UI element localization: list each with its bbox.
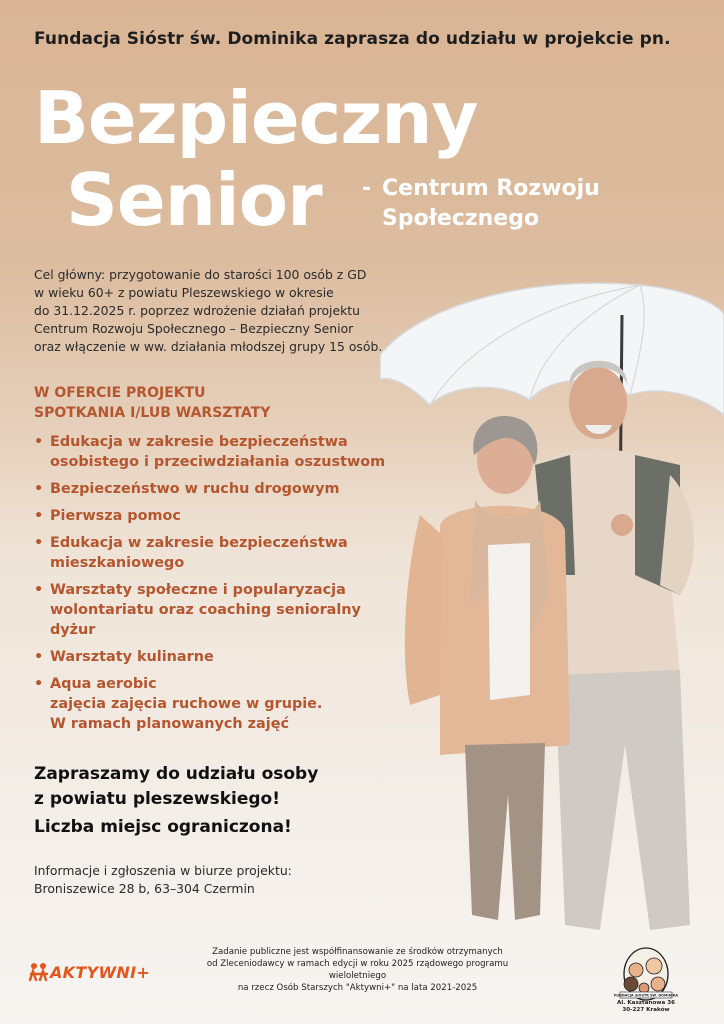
foundation-address <box>596 1000 696 1014</box>
goal-line: do 31.12.2025 r. poprzez wdrożenie działań projektu <box>34 303 360 318</box>
funding-line1: Zadanie publiczne jest współfinansowanie ze środków otrzymanych <box>212 947 503 957</box>
list-item <box>34 479 406 499</box>
aktywni-logo-text: AKTYWNI+ <box>50 962 151 982</box>
people-icon <box>28 962 50 982</box>
goal-line: Cel główny: przygotowanie do starości 100 osób z GD <box>34 267 367 282</box>
goal-line: w wieku 60+ z powiatu Pleszewskiego w okresie <box>34 285 334 300</box>
funding-line2: od Zleceniodawcy w ramach edycji w roku 2025 rządowego programu wieloletniego <box>206 959 509 981</box>
invite-text <box>34 762 414 812</box>
bullet-icon: • <box>34 676 44 692</box>
contact-address: Broniszewice 28 b, 63–304 Czermin <box>34 881 255 896</box>
list-item-text: Bezpieczeństwo w ruchu drogowym <box>50 481 340 497</box>
subtitle-line1: Centrum Rozwoju <box>382 176 600 201</box>
invite-line1: Zapraszamy do udziału osoby <box>34 764 319 784</box>
invite-line2: z powiatu pleszewskiego! <box>34 789 280 809</box>
offer-list <box>34 432 406 741</box>
goal-line: oraz włączenie w ww. działania młodszej grupy 15 osób. <box>34 339 383 354</box>
list-item <box>34 432 406 472</box>
contact-line1: Informacje i zgłoszenia w biurze projektu: <box>34 863 292 878</box>
bullet-icon: • <box>34 582 44 598</box>
foundation-address-line2: 30-227 Kraków <box>622 1007 670 1013</box>
list-item-text: Edukacja w zakresie bezpieczeństwa mieszkaniowego <box>50 535 348 571</box>
list-item-text: Edukacja w zakresie bezpieczeństwa osobistego i przeciwdziałania oszustwom <box>50 434 386 470</box>
funding-line3: na rzecz Osób Starszych "Aktywni+" na lata 2021-2025 <box>237 983 478 993</box>
offer-heading <box>34 383 270 423</box>
goal-line: Centrum Rozwoju Społecznego – Bezpieczny Senior <box>34 321 354 336</box>
list-item-text: Pierwsza pomoc <box>50 508 181 524</box>
title-line2: Senior <box>66 158 322 242</box>
list-item <box>34 674 406 734</box>
bullet-icon: • <box>34 535 44 551</box>
subtitle-dash: - <box>362 176 372 201</box>
goal-paragraph <box>34 266 414 356</box>
foundation-address-line1: Al. Kasztanowa 36 <box>617 1000 675 1006</box>
bullet-icon: • <box>34 434 44 450</box>
list-item <box>34 506 406 526</box>
list-item <box>34 580 406 640</box>
bullet-icon: • <box>34 481 44 497</box>
funding-notice <box>180 946 535 994</box>
foundation-logo-caption: FUNDACJA SIÓSTR ŚW. DOMINIKA <box>613 993 679 998</box>
list-item-text: Aqua aerobic zajęcia zajęcia ruchowe w grupie. W ramach planowanych zajęć <box>50 676 323 732</box>
subtitle <box>364 174 600 234</box>
intro-text: Fundacja Sióstr św. Dominika zaprasza do udziału w projekcie pn. <box>34 29 671 49</box>
list-item <box>34 533 406 573</box>
subtitle-line2: Społecznego <box>382 206 540 231</box>
offer-heading-line2: SPOTKANIA I/LUB WARSZTATY <box>34 405 271 421</box>
list-item-text: Warsztaty kulinarne <box>50 649 214 665</box>
bullet-icon: • <box>34 649 44 665</box>
contact-info <box>34 862 292 898</box>
title-line1: Bezpieczny <box>34 76 478 160</box>
aktywni-logo <box>28 962 150 982</box>
list-item-text: Warsztaty społeczne i popularyzacja wolontariatu oraz coaching senioralny dyżur <box>50 582 361 638</box>
limited-places-text: Liczba miejsc ograniczona! <box>34 817 292 837</box>
offer-heading-line1: W OFERCIE PROJEKTU <box>34 385 206 401</box>
senior-couple-photo <box>380 275 724 935</box>
bullet-icon: • <box>34 508 44 524</box>
list-item <box>34 647 406 667</box>
